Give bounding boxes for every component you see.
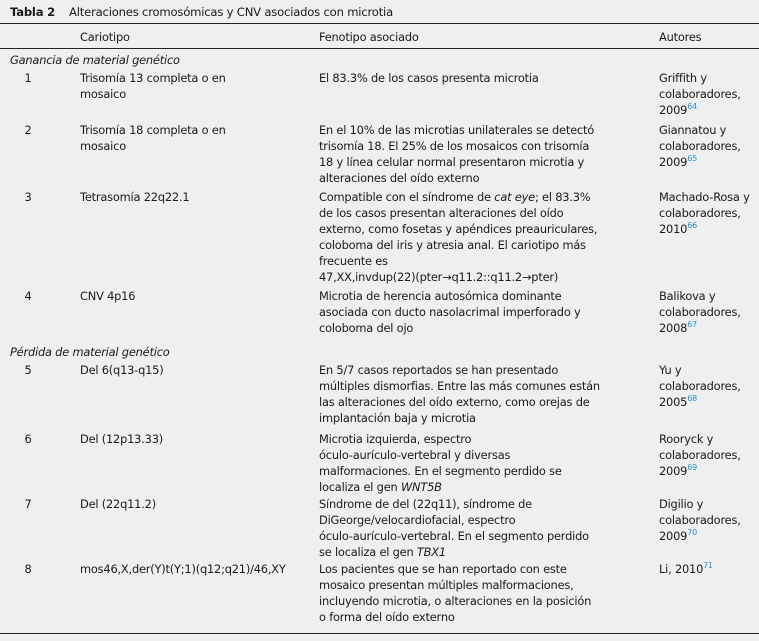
autores-line — [659, 138, 759, 154]
fenotipo-text: cat eye — [494, 190, 535, 204]
row-number-text: 1 — [24, 71, 32, 85]
autores-line — [659, 70, 759, 86]
fenotipo-line — [319, 237, 654, 253]
fenotipo-line — [319, 496, 654, 512]
fenotipo-text: externo, como fosetas y apéndices preauriculares, — [319, 222, 598, 236]
header-cariotipo: Cariotipo — [80, 30, 130, 44]
autores-line — [659, 320, 759, 336]
autores-cell — [659, 431, 759, 479]
fenotipo-line — [319, 431, 654, 447]
row-number-text: 2 — [24, 123, 32, 137]
cariotipo-cell — [80, 362, 305, 378]
fenotipo-text: múltiples dismorfias. Entre las más comunes están — [319, 379, 600, 393]
cariotipo-line: Del (22q11.2) — [80, 497, 156, 511]
fenotipo-text: se localiza el gen — [319, 545, 417, 559]
cariotipo-line: Trisomía 13 completa o en — [80, 71, 226, 85]
fenotipo-line — [319, 221, 654, 237]
fenotipo-text: incluyendo microtia, o alteraciones en la posición — [319, 594, 592, 608]
autores-text: 2008 — [659, 321, 688, 335]
fenotipo-line — [319, 593, 654, 609]
autores-text: colaboradores, — [659, 206, 741, 220]
cariotipo-line: mos46,X,der(Y)t(Y;1)(q12;q21)/46,XY — [80, 562, 286, 576]
row-number — [18, 189, 38, 205]
cariotipo-line: Del (12p13.33) — [80, 432, 163, 446]
fenotipo-text: trisomía 18. El 25% de los mosaicos con trisomía — [319, 139, 590, 153]
cariotipo-line: CNV 4p16 — [80, 289, 136, 303]
fenotipo-text: óculo-aurículo-vertebral. En el segmento perdido — [319, 529, 589, 543]
fenotipo-text: las alteraciones del oído externo, como orejas de — [319, 395, 590, 409]
autores-text: Rooryck y — [659, 432, 714, 446]
fenotipo-text: En 5/7 casos reportados se han presentado — [319, 363, 559, 377]
autores-cell — [659, 288, 759, 336]
fenotipo-text: Microtia izquierda, espectro — [319, 432, 472, 446]
autores-line — [659, 122, 759, 138]
row-number — [18, 122, 38, 138]
autores-line — [659, 362, 759, 378]
autores-text: 2009 — [659, 529, 688, 543]
autores-text: 2009 — [659, 155, 688, 169]
row-number-text: 3 — [24, 190, 32, 204]
fenotipo-line — [319, 410, 654, 426]
fenotipo-line — [319, 463, 654, 479]
fenotipo-text: 47,XX,invdup(22)(pter→q11.2::q11.2→pter) — [319, 270, 559, 284]
fenotipo-text: malformaciones. En el segmento perdido se — [319, 464, 562, 478]
fenotipo-line — [319, 154, 654, 170]
autores-line — [659, 463, 759, 479]
cariotipo-line: mosaico — [80, 87, 126, 101]
autores-cell — [659, 70, 759, 118]
cariotipo-line: mosaico — [80, 139, 126, 153]
autores-line — [659, 154, 759, 170]
autores-line — [659, 528, 759, 544]
row-number — [18, 288, 38, 304]
row-number-text: 6 — [24, 432, 32, 446]
fenotipo-line — [319, 122, 654, 138]
fenotipo-line — [319, 544, 654, 560]
cariotipo-line: Tetrasomía 22q22.1 — [80, 190, 190, 204]
autores-line — [659, 221, 759, 237]
fenotipo-text: DiGeorge/velocardiofacial, espectro — [319, 513, 516, 527]
autores-cell — [659, 496, 759, 544]
autores-text: Li, 2010 — [659, 562, 704, 576]
cariotipo-line: Trisomía 18 completa o en — [80, 123, 226, 137]
reference-link[interactable]: 69 — [687, 463, 697, 472]
autores-text: Digilio y — [659, 497, 704, 511]
cariotipo-cell — [80, 122, 305, 154]
autores-text: 2005 — [659, 395, 688, 409]
row-number — [18, 561, 38, 577]
row-number — [18, 496, 38, 512]
fenotipo-line — [319, 577, 654, 593]
autores-text: Machado-Rosa y — [659, 190, 750, 204]
section-label: Ganancia de material genético — [10, 53, 180, 67]
fenotipo-text: El 83.3% de los casos presenta microtia — [319, 71, 539, 85]
fenotipo-text: coloboma del ojo — [319, 321, 414, 335]
header-fenotipo: Fenotipo asociado — [319, 30, 419, 44]
fenotipo-line — [319, 609, 654, 625]
autores-line — [659, 394, 759, 410]
cariotipo-line: Del 6(q13-q15) — [80, 363, 164, 377]
row-number-text: 4 — [24, 289, 32, 303]
autores-line — [659, 447, 759, 463]
row-number — [18, 431, 38, 447]
fenotipo-line — [319, 528, 654, 544]
cariotipo-cell — [80, 496, 305, 512]
fenotipo-text: Los pacientes que se han reportado con este — [319, 562, 567, 576]
fenotipo-line — [319, 320, 654, 336]
fenotipo-line — [319, 447, 654, 463]
header-autores: Autores — [659, 30, 702, 44]
autores-text: 2010 — [659, 222, 688, 236]
autores-line — [659, 512, 759, 528]
table-label: Tabla 2 — [10, 5, 56, 19]
cariotipo-cell — [80, 288, 305, 304]
fenotipo-text: o forma del oído externo — [319, 610, 455, 624]
fenotipo-text: WNT5B — [400, 480, 442, 494]
fenotipo-line — [319, 394, 654, 410]
autores-line — [659, 431, 759, 447]
autores-line — [659, 205, 759, 221]
reference-link[interactable]: 67 — [687, 320, 697, 329]
fenotipo-line — [319, 269, 654, 285]
autores-line — [659, 561, 759, 577]
table-caption — [10, 5, 393, 19]
header-row — [0, 30, 759, 46]
fenotipo-line — [319, 189, 654, 205]
fenotipo-text: mosaico presentan múltiples malformaciones, — [319, 578, 574, 592]
autores-line — [659, 304, 759, 320]
row-number — [18, 70, 38, 86]
table-title: Alteraciones cromosómicas y CNV asociados con microtia — [69, 5, 393, 19]
autores-text: colaboradores, — [659, 305, 741, 319]
fenotipo-cell — [319, 288, 654, 336]
reference-link[interactable]: 71 — [703, 561, 713, 570]
autores-cell — [659, 189, 759, 237]
autores-line — [659, 189, 759, 205]
reference-link[interactable]: 64 — [687, 102, 697, 111]
autores-text: 2009 — [659, 464, 688, 478]
autores-text: Balikova y — [659, 289, 716, 303]
fenotipo-line — [319, 170, 654, 186]
cariotipo-cell — [80, 70, 305, 102]
autores-text: colaboradores, — [659, 513, 741, 527]
autores-text: 2009 — [659, 103, 688, 117]
autores-line — [659, 102, 759, 118]
cariotipo-cell — [80, 561, 305, 577]
fenotipo-text: frecuente es — [319, 254, 388, 268]
reference-link[interactable]: 66 — [687, 221, 697, 230]
autores-line — [659, 86, 759, 102]
fenotipo-text: localiza el gen — [319, 480, 401, 494]
fenotipo-text: asociada con ducto nasolacrimal imperforado y — [319, 305, 581, 319]
fenotipo-line — [319, 70, 654, 86]
fenotipo-text: implantación baja y microtia — [319, 411, 476, 425]
header-rule — [0, 48, 759, 49]
section-label: Pérdida de material genético — [10, 345, 170, 359]
autores-line — [659, 496, 759, 512]
fenotipo-cell — [319, 431, 654, 495]
fenotipo-line — [319, 479, 654, 495]
fenotipo-text: óculo-aurículo-vertebral y diversas — [319, 448, 511, 462]
autores-text: colaboradores, — [659, 379, 741, 393]
row-number — [18, 362, 38, 378]
autores-cell — [659, 362, 759, 410]
bottom-rule — [0, 633, 759, 634]
fenotipo-line — [319, 561, 654, 577]
fenotipo-text: Compatible con el síndrome de — [319, 190, 495, 204]
fenotipo-line — [319, 362, 654, 378]
autores-line — [659, 288, 759, 304]
fenotipo-text: Microtia de herencia autosómica dominante — [319, 289, 562, 303]
fenotipo-text: coloboma del iris y atresia anal. El cariotipo más — [319, 238, 586, 252]
fenotipo-text: Síndrome de del (22q11), síndrome de — [319, 497, 532, 511]
fenotipo-line — [319, 512, 654, 528]
fenotipo-cell — [319, 70, 654, 86]
autores-cell — [659, 561, 759, 577]
fenotipo-line — [319, 288, 654, 304]
fenotipo-line — [319, 138, 654, 154]
top-rule — [0, 23, 759, 24]
autores-text: colaboradores, — [659, 87, 741, 101]
fenotipo-cell — [319, 561, 654, 625]
fenotipo-cell — [319, 496, 654, 560]
row-number-text: 8 — [24, 562, 32, 576]
fenotipo-line — [319, 304, 654, 320]
cariotipo-cell — [80, 431, 305, 447]
autores-text: Giannatou y — [659, 123, 727, 137]
autores-text: colaboradores, — [659, 139, 741, 153]
fenotipo-text: ; el 83.3% — [534, 190, 591, 204]
reference-link[interactable]: 70 — [687, 528, 697, 537]
fenotipo-cell — [319, 189, 654, 285]
fenotipo-text: 18 y línea celular normal presentaron microtia y — [319, 155, 585, 169]
row-number-text: 5 — [24, 363, 32, 377]
fenotipo-text: de los casos presentan alteraciones del oído — [319, 206, 564, 220]
row-number-text: 7 — [24, 497, 32, 511]
fenotipo-cell — [319, 362, 654, 426]
autores-cell — [659, 122, 759, 170]
autores-text: colaboradores, — [659, 448, 741, 462]
reference-link[interactable]: 68 — [687, 394, 697, 403]
autores-text: Griffith y — [659, 71, 707, 85]
fenotipo-cell — [319, 122, 654, 186]
fenotipo-line — [319, 253, 654, 269]
fenotipo-line — [319, 205, 654, 221]
autores-line — [659, 378, 759, 394]
reference-link[interactable]: 65 — [687, 154, 697, 163]
cariotipo-cell — [80, 189, 305, 205]
fenotipo-text: alteraciones del oído externo — [319, 171, 480, 185]
fenotipo-text: En el 10% de las microtias unilaterales se detectó — [319, 123, 595, 137]
autores-text: Yu y — [659, 363, 682, 377]
fenotipo-line — [319, 378, 654, 394]
fenotipo-text: TBX1 — [416, 545, 446, 559]
